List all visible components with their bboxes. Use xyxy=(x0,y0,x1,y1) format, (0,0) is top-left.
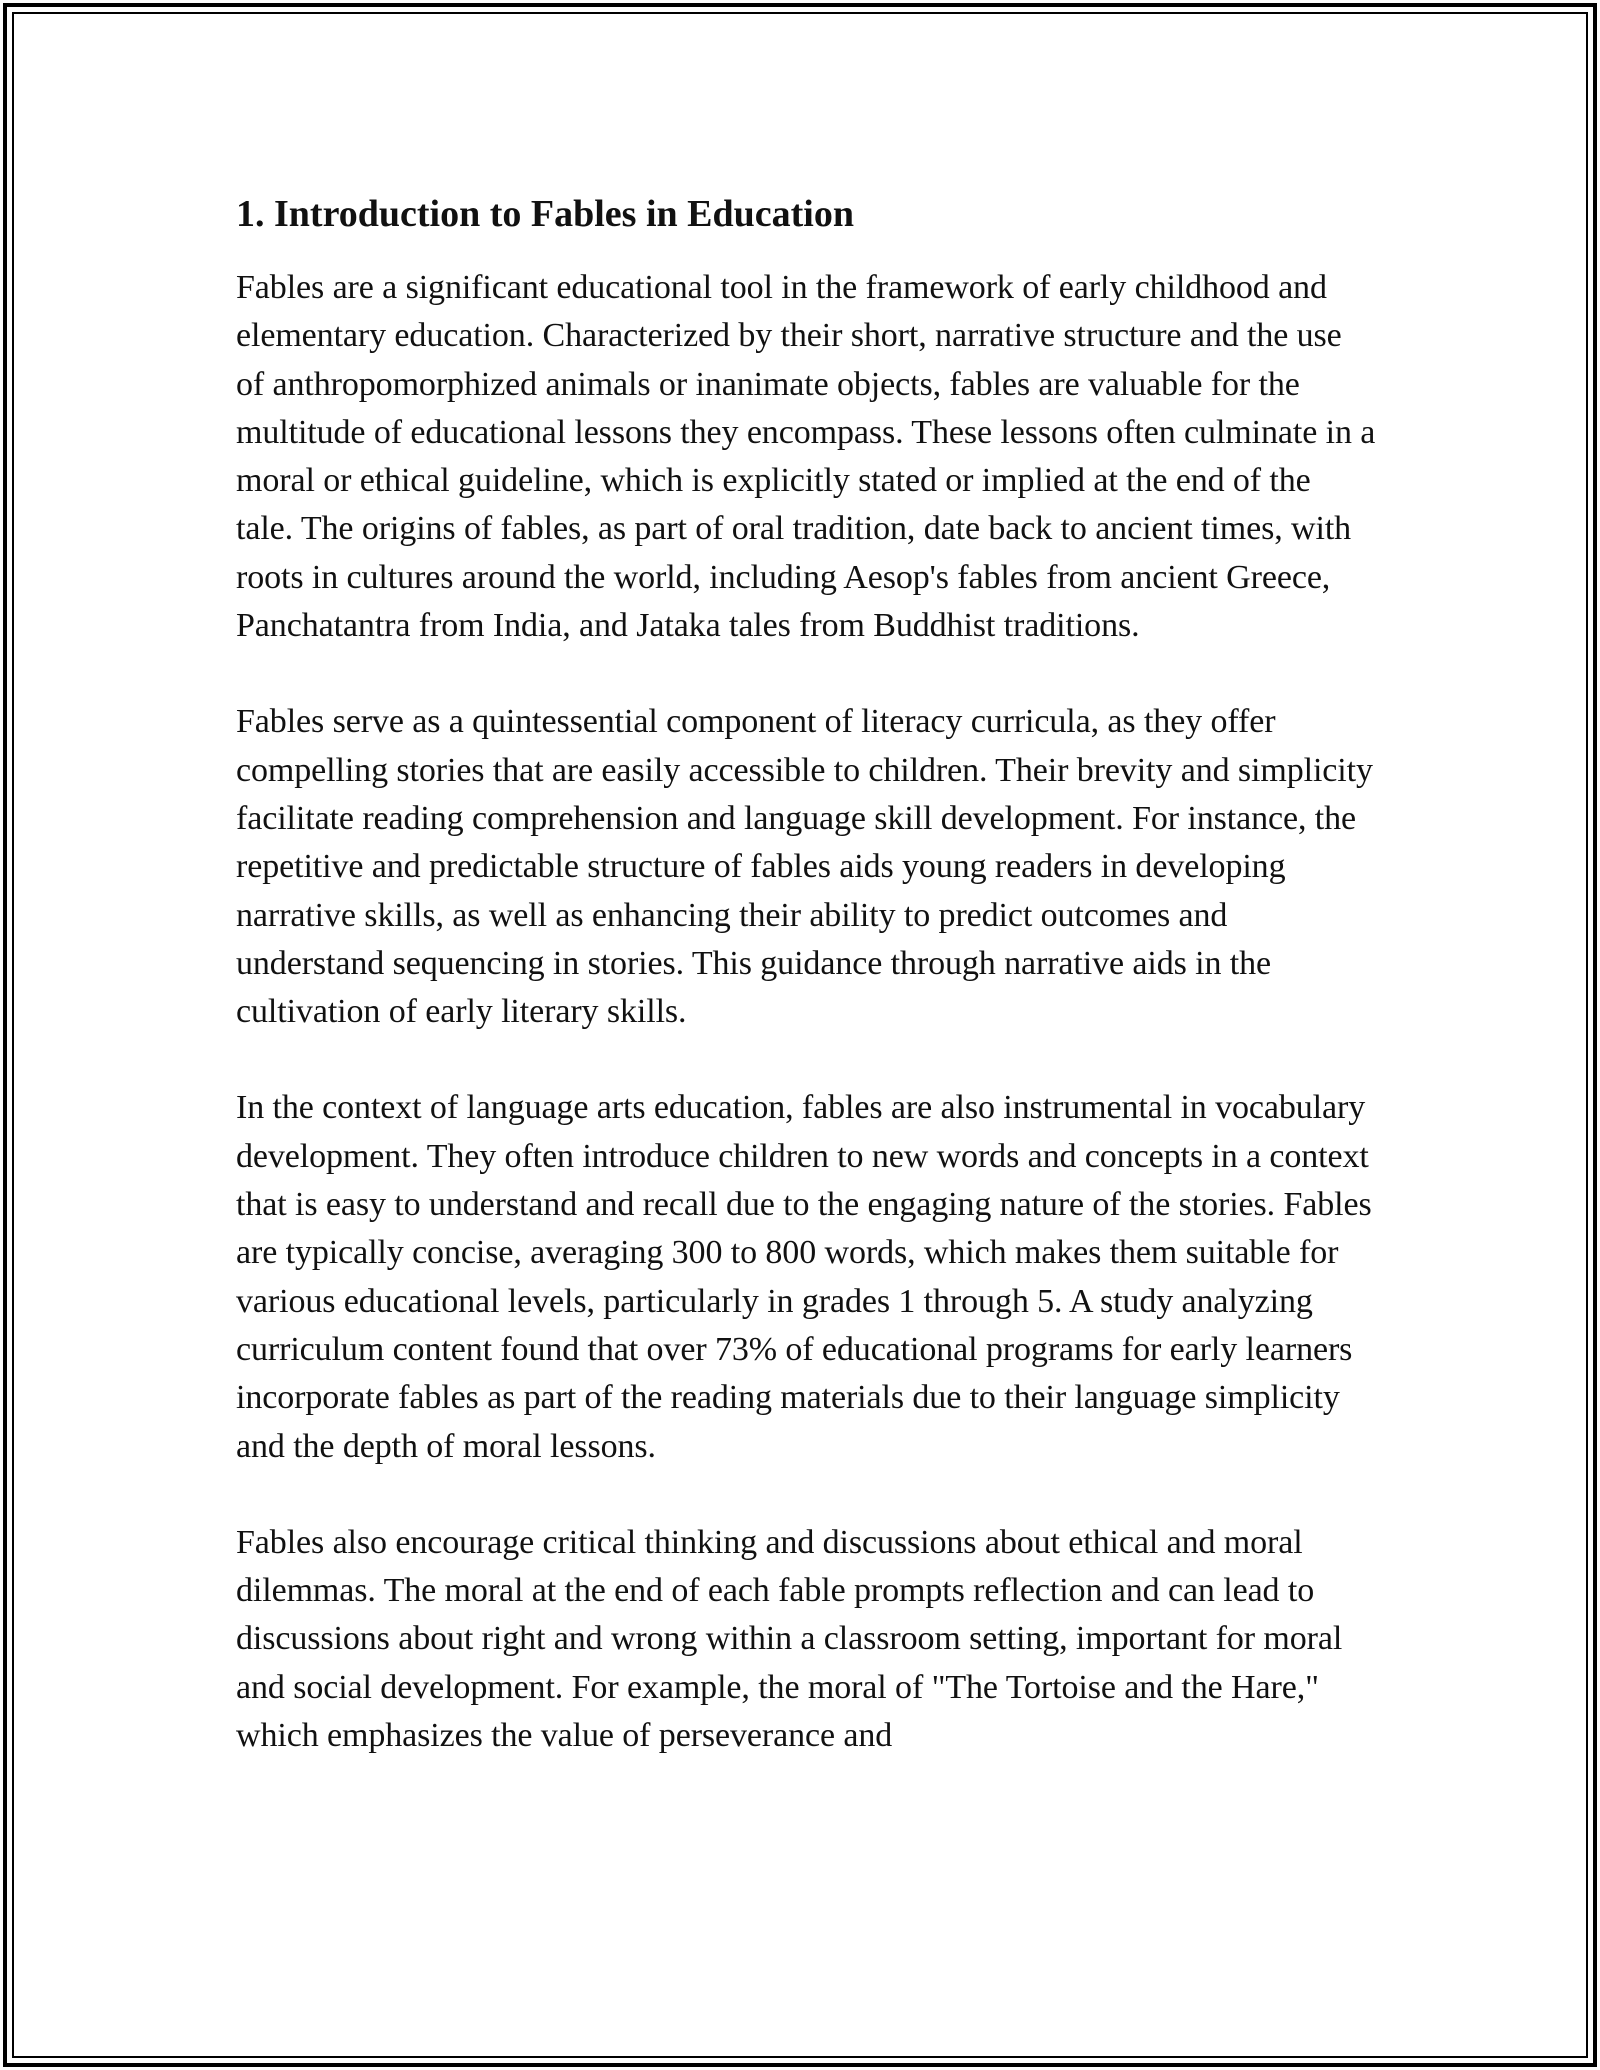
document-body xyxy=(236,186,1376,1808)
paragraph-critical-thinking: Fables also encourage critical thinking and discussions about ethical and moral dilemmas. The moral at the end of each fable prompts reflection and can lead to discussions about right and wrong within a classroom setting, important for moral and social development. For example, the moral of "The Tortoise and the Hare," which emphasizes the value of perseverance and xyxy=(236,1523,1343,1755)
paragraph-literacy: Fables serve as a quintessential component of literacy curricula, as they offer compelling stories that are easily accessible to children. Their brevity and simplicity facilitate reading comprehension and language skill development. For instance, the repetitive and predictable structure of fables aids young readers in developing narrative skills, as well as enhancing their ability to predict outcomes and understand sequencing in stories. This guidance through narrative aids in the cultivation of early literary skills. xyxy=(236,703,1373,1031)
section-heading: 1. Introduction to Fables in Education xyxy=(236,193,854,235)
paragraph-vocabulary: In the context of language arts education, fables are also instrumental in vocabulary development. They often introduce children to new words and concepts in a context that is easy to understand and recall due to the engaging nature of the stories. Fables are typically concise, averaging 300 to 800 words, which makes them suitable for various educational levels, particularly in grades 1 through 5. A study analyzing curriculum content found that over 73% of educational programs for early learners incorporate fables as part of the reading materials due to their language simplicity and the depth of moral lessons. xyxy=(236,1089,1372,1465)
paragraph-origins: Fables are a significant educational tool in the framework of early childhood and elementary education. Characterized by their short, narrative structure and the use of anthropomorphized animals or inanimate objects, fables are valuable for the multitude of educational lessons they encompass. These lessons often culminate in a moral or ethical guideline, which is explicitly stated or implied at the end of the tale. The origins of fables, as part of oral tradition, date back to ancient times, with roots in cultures around the world, including Aesop's fables from ancient Greece, Panchatantra from India, and Jataka tales from Buddhist traditions. xyxy=(236,269,1376,645)
